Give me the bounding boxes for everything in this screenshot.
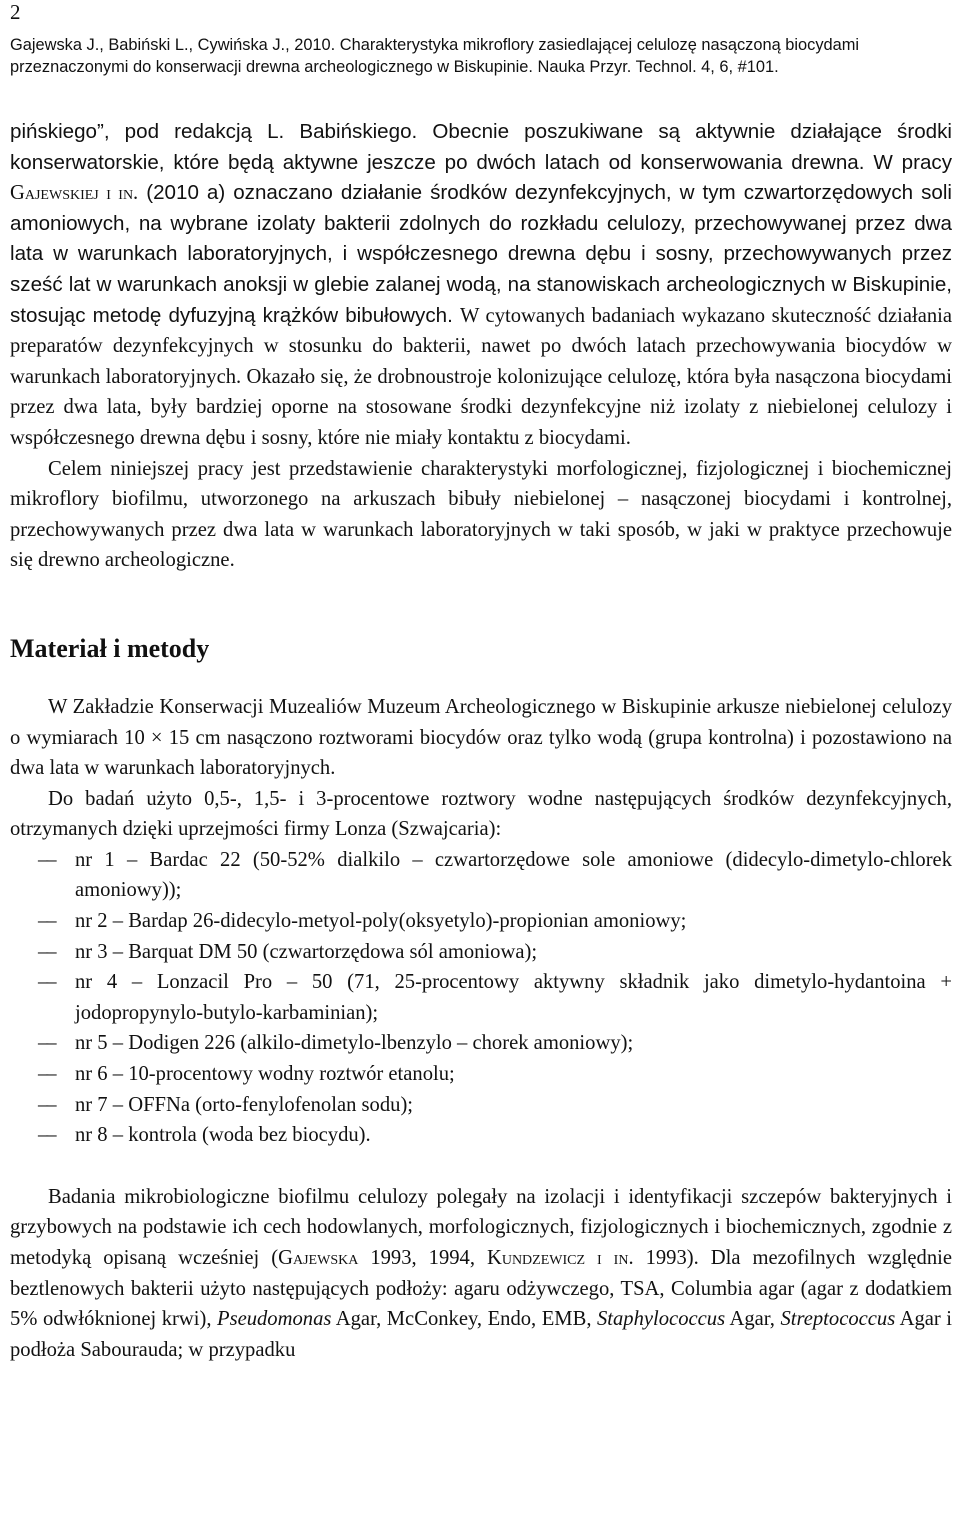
author-citation: Gajewskiej i in. — [10, 182, 139, 205]
biocide-list — [10, 845, 952, 1151]
body-text — [10, 117, 952, 1365]
list-item: –– nr 1 – Bardac 22 (50-52% dialkilo – czwartorzędowe sole amoniowe (didecylo-dimetylo-chlorek amoniowy)); — [10, 845, 952, 906]
text-span: Agar, — [725, 1308, 781, 1331]
list-item: –– nr 3 – Barquat DM 50 (czwartorzędowa sól amoniowa); — [10, 937, 952, 968]
list-item: –– nr 4 – Lonzacil Pro – 50 (71, 25-procentowy aktywny składnik jako dimetylo-hydantoina + jodopropynylo-butylo-karbaminian); — [10, 967, 952, 1028]
page-number: 2 — [10, 0, 21, 24]
genus-name: Pseudomonas — [216, 1308, 332, 1331]
text-span: 1993). Dla mezofilnych względnie beztlenowych bakterii użyto następujących podłoży: agaru odżywczego, TSA, Columbia agar (agar z dodatkiem 5% odwłóknionej krwi), — [10, 1247, 953, 1331]
paragraph-aim: Celem niniejszej pracy jest przedstawienie charakterystyki morfologicznej, fizjologicznej i biochemicznej mikroflory biofilmu, utworzonego na arkuszach bibuły niebielonej – nasączonej biocydami i kontrolnej, przechowywanych przez dwa lata w warunkach laboratoryjnych w taki sposób, w jaki w praktyce przechowuje się drewno archeologiczne. — [10, 457, 952, 572]
genus-name: Streptococcus — [780, 1308, 896, 1331]
genus-name: Staphylococcus — [596, 1308, 726, 1331]
section-heading-materials-methods: Materiał i metody — [10, 633, 210, 663]
text-span: W cytowanych badaniach wykazano skuteczność działania preparatów dezynfekcyjnych w stosunku do bakterii, nawet po dwóch latach przechowywania biocydów w warunkach laboratoryjnych. Okazało się, że drobnoustroje kolonizujące celulozę, która była nasączona biocydami przez dwa lata, były bardziej oporne na stosowane środki dezynfekcyjne niż izolaty z niebielonej celulozy i współczesnego drewna dębu i sosny, które nie miały kontaktu z biocydami. — [10, 304, 952, 449]
list-item: –– nr 8 – kontrola (woda bez biocydu). — [10, 1120, 952, 1151]
list-item: –– nr 7 – OFFNa (orto-fenylofenolan sodu); — [10, 1090, 952, 1121]
list-item: –– nr 6 – 10-procentowy wodny roztwór etanolu; — [10, 1059, 952, 1090]
reference-citation: Gajewska — [278, 1247, 359, 1269]
paragraph-intro-continuation — [10, 117, 952, 454]
text-span: 1993, 1994, — [358, 1247, 487, 1269]
text-span: pińskiego”, pod redakcją L. Babińskiego. Obecnie poszukiwane są aktywnie działające środki konserwatorskie, które będą aktywne jeszcze po dwóch latach od konserwowania drewna. W pracy — [10, 120, 952, 174]
list-item: –– nr 2 – Bardap 26-didecylo-metyol-poly(oksyetylo)-propionian amoniowy; — [10, 906, 952, 937]
running-header-citation: Gajewska J., Babiński L., Cywińska J., 2010. Charakterystyka mikroflory zasiedlającej celulozę nasączoną biocydami przeznaczonymi do konserwacji drewna archeologicznego w Biskupinie. Nauka Przyr. Technol. 4, 6, #101. — [10, 36, 860, 76]
text-span: (2010 a) oznaczano działanie środków dezynfekcyjnych, w tym czwartorzędowych soli amoniowych, na wybrane izolaty bakterii zdolnych do rozkładu celulozy, przechowywanej przez dwa lata w warunkach laboratoryjnych, i współczesnego drewna dębu i sosny, przechowywanych przez sześć lat w warunkach anoksji w glebie zalanej wodą, na stanowiskach archeologicznych w Biskupinie, stosując metodę dyfuzyjną krążków bibułowych. — [10, 181, 952, 327]
paragraph-microbiology — [10, 1182, 952, 1366]
paragraph-biocides-intro: Do badań użyto 0,5-, 1,5- i 3-procentowe roztwory wodne następujących środków dezynfekcyjnych, otrzymanych dzięki uprzejmości firmy Lonza (Szwajcaria): — [10, 787, 952, 841]
text-span: Agar i podłoża Sabourauda; w przypadku — [10, 1308, 952, 1361]
paragraph-materials: W Zakładzie Konserwacji Muzealiów Muzeum Archeologicznego w Biskupinie arkusze niebielonej celulozy o wymiarach 10 × 15 cm nasączono roztworami biocydów oraz tylko wodą (grupa kontrolna) i pozostawiono na dwa lata w warunkach laboratoryjnych. — [10, 695, 952, 780]
reference-citation: Kundzewicz i in. — [486, 1247, 634, 1269]
list-item: –– nr 5 – Dodigen 226 (alkilo-dimetylo-lbenzylo – chorek amoniowy); — [10, 1028, 952, 1059]
text-span: Agar, McConkey, Endo, EMB, — [331, 1308, 597, 1331]
text-span: Badania mikrobiologiczne biofilmu celulozy polegały na izolacji i identyfikacji szczepów bakteryjnych i grzybowych na podstawie ich cech hodowlanych, morfologicznych, fizjologicznych i biochemicznych, zgodnie z metodyką opisaną wcześniej ( — [10, 1185, 952, 1269]
